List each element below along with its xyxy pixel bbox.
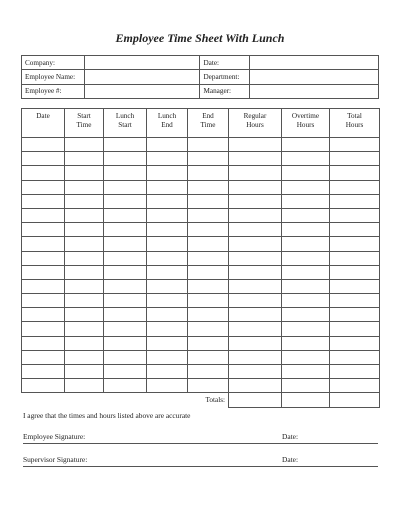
column-header bbox=[22, 109, 65, 138]
info-row-number bbox=[22, 84, 379, 98]
entry-cell[interactable] bbox=[330, 237, 380, 251]
entry-cell[interactable] bbox=[147, 336, 188, 350]
column-header-line1: End bbox=[202, 112, 214, 120]
employee-signature-line[interactable] bbox=[23, 432, 378, 444]
entry-cell[interactable] bbox=[188, 336, 229, 350]
department-label: Department: bbox=[200, 70, 250, 84]
entry-cell[interactable] bbox=[330, 336, 380, 350]
entry-cell[interactable] bbox=[22, 180, 65, 194]
entry-cell[interactable] bbox=[282, 138, 330, 152]
column-header-line1: Lunch bbox=[115, 112, 135, 120]
entry-cell[interactable] bbox=[330, 308, 380, 322]
employee-name-label: Employee Name: bbox=[22, 70, 85, 84]
entry-cell[interactable] bbox=[282, 208, 330, 222]
table-row bbox=[22, 350, 380, 364]
table-row bbox=[22, 223, 380, 237]
entry-cell[interactable] bbox=[22, 379, 65, 393]
entry-cell[interactable] bbox=[22, 194, 65, 208]
entry-cell[interactable] bbox=[104, 379, 147, 393]
column-header-line2: Hours bbox=[296, 121, 315, 129]
entry-cell[interactable] bbox=[104, 279, 147, 293]
entry-cell[interactable] bbox=[282, 279, 330, 293]
totals-row bbox=[22, 393, 380, 407]
table-row bbox=[22, 251, 380, 265]
employee-info-table bbox=[21, 55, 379, 99]
entry-cell[interactable] bbox=[22, 322, 65, 336]
column-header bbox=[282, 109, 330, 138]
entry-cell[interactable] bbox=[330, 138, 380, 152]
entry-cell[interactable] bbox=[330, 166, 380, 180]
info-row-employee bbox=[22, 70, 379, 84]
supervisor-date-label: Date: bbox=[282, 455, 299, 464]
entry-cell[interactable] bbox=[147, 365, 188, 379]
entry-cell[interactable] bbox=[282, 308, 330, 322]
entry-cell[interactable] bbox=[188, 166, 229, 180]
entry-cell[interactable] bbox=[104, 208, 147, 222]
entry-cell[interactable] bbox=[330, 379, 380, 393]
entry-cell[interactable] bbox=[229, 223, 282, 237]
entry-cell[interactable] bbox=[282, 350, 330, 364]
entry-cell[interactable] bbox=[147, 308, 188, 322]
date-label: Date: bbox=[200, 56, 250, 70]
table-row bbox=[22, 336, 380, 350]
entry-cell[interactable] bbox=[229, 180, 282, 194]
entry-cell[interactable] bbox=[65, 322, 104, 336]
entry-cell[interactable] bbox=[104, 194, 147, 208]
entry-cell[interactable] bbox=[22, 237, 65, 251]
info-row-company bbox=[22, 56, 379, 70]
manager-label: Manager: bbox=[200, 84, 250, 98]
entry-cell[interactable] bbox=[229, 379, 282, 393]
entry-cell[interactable] bbox=[282, 294, 330, 308]
column-header bbox=[229, 109, 282, 138]
entry-cell[interactable] bbox=[104, 180, 147, 194]
entry-cell[interactable] bbox=[22, 166, 65, 180]
entry-cell[interactable] bbox=[65, 152, 104, 166]
entry-cell[interactable] bbox=[330, 279, 380, 293]
entry-cell[interactable] bbox=[330, 194, 380, 208]
entry-cell[interactable] bbox=[147, 294, 188, 308]
entry-cell[interactable] bbox=[22, 365, 65, 379]
entry-cell[interactable] bbox=[65, 350, 104, 364]
column-header bbox=[330, 109, 380, 138]
entry-cell[interactable] bbox=[188, 194, 229, 208]
entry-cell[interactable] bbox=[229, 138, 282, 152]
entry-cell[interactable] bbox=[104, 138, 147, 152]
entry-cell[interactable] bbox=[65, 294, 104, 308]
entry-cell[interactable] bbox=[65, 223, 104, 237]
entry-cell[interactable] bbox=[104, 223, 147, 237]
employee-number-label: Employee #: bbox=[22, 84, 85, 98]
entry-cell[interactable] bbox=[22, 308, 65, 322]
entry-cell[interactable] bbox=[229, 350, 282, 364]
column-header bbox=[104, 109, 147, 138]
header-row bbox=[22, 109, 380, 138]
totals-label: Totals: bbox=[205, 396, 225, 405]
entry-cell[interactable] bbox=[282, 152, 330, 166]
table-row bbox=[22, 152, 380, 166]
entry-cell[interactable] bbox=[229, 166, 282, 180]
entry-cell[interactable] bbox=[282, 251, 330, 265]
table-row bbox=[22, 180, 380, 194]
entry-cell[interactable] bbox=[188, 237, 229, 251]
employee-number-field[interactable] bbox=[84, 84, 200, 98]
entry-cell[interactable] bbox=[188, 294, 229, 308]
table-row bbox=[22, 279, 380, 293]
entry-cell[interactable] bbox=[147, 208, 188, 222]
entry-cell[interactable] bbox=[282, 166, 330, 180]
table-row bbox=[22, 379, 380, 393]
table-row bbox=[22, 322, 380, 336]
entry-cell[interactable] bbox=[282, 322, 330, 336]
entry-cell[interactable] bbox=[330, 265, 380, 279]
entry-cell[interactable] bbox=[147, 166, 188, 180]
column-header-line1: Date bbox=[36, 112, 50, 120]
entry-cell[interactable] bbox=[188, 208, 229, 222]
entry-cell[interactable] bbox=[104, 251, 147, 265]
agreement-text: I agree that the times and hours listed above are accurate bbox=[23, 411, 191, 420]
entry-cell[interactable] bbox=[282, 180, 330, 194]
employee-signature-label: Employee Signature: bbox=[23, 432, 86, 441]
entry-cell[interactable] bbox=[65, 279, 104, 293]
entry-cell[interactable] bbox=[229, 194, 282, 208]
entry-cell[interactable] bbox=[147, 223, 188, 237]
table-row bbox=[22, 194, 380, 208]
totals-cell[interactable] bbox=[229, 393, 282, 407]
column-header-line1: Total bbox=[347, 112, 362, 120]
entry-cell[interactable] bbox=[282, 265, 330, 279]
entry-cell[interactable] bbox=[22, 223, 65, 237]
entry-cell[interactable] bbox=[330, 208, 380, 222]
entry-cell[interactable] bbox=[229, 336, 282, 350]
entry-cell[interactable] bbox=[22, 251, 65, 265]
column-header-line1: Start bbox=[77, 112, 91, 120]
entry-cell[interactable] bbox=[104, 308, 147, 322]
entry-cell[interactable] bbox=[229, 152, 282, 166]
column-header-line2: Hours bbox=[246, 121, 264, 129]
table-row bbox=[22, 237, 380, 251]
column-header-line2: End bbox=[161, 121, 173, 129]
table-row bbox=[22, 308, 380, 322]
entry-cell[interactable] bbox=[65, 308, 104, 322]
entry-cell[interactable] bbox=[229, 322, 282, 336]
entry-cell[interactable] bbox=[188, 379, 229, 393]
column-header bbox=[147, 109, 188, 138]
column-header-line1: Lunch bbox=[157, 112, 177, 120]
table-row bbox=[22, 365, 380, 379]
entry-cell[interactable] bbox=[147, 279, 188, 293]
entry-cell[interactable] bbox=[330, 180, 380, 194]
entry-cell[interactable] bbox=[188, 180, 229, 194]
entry-cell[interactable] bbox=[147, 265, 188, 279]
entry-cell[interactable] bbox=[330, 365, 380, 379]
entry-cell[interactable] bbox=[282, 223, 330, 237]
entry-cell[interactable] bbox=[147, 322, 188, 336]
entry-cell[interactable] bbox=[104, 152, 147, 166]
entry-cell[interactable] bbox=[65, 265, 104, 279]
entry-cell[interactable] bbox=[147, 379, 188, 393]
column-header-line2: Hours bbox=[345, 121, 364, 129]
entry-cell[interactable] bbox=[22, 138, 65, 152]
entry-cell[interactable] bbox=[65, 180, 104, 194]
totals-cell[interactable] bbox=[330, 393, 380, 407]
entry-cell[interactable] bbox=[188, 365, 229, 379]
entry-cell[interactable] bbox=[229, 208, 282, 222]
entry-cell[interactable] bbox=[282, 237, 330, 251]
employee-date-label: Date: bbox=[282, 432, 299, 441]
entry-cell[interactable] bbox=[229, 237, 282, 251]
entry-cell[interactable] bbox=[104, 166, 147, 180]
entry-cell[interactable] bbox=[282, 336, 330, 350]
entry-cell[interactable] bbox=[282, 365, 330, 379]
company-field[interactable] bbox=[84, 56, 200, 70]
entry-cell[interactable] bbox=[229, 251, 282, 265]
entry-cell[interactable] bbox=[229, 294, 282, 308]
entry-cell[interactable] bbox=[188, 350, 229, 364]
entry-cell[interactable] bbox=[22, 265, 65, 279]
entry-cell[interactable] bbox=[330, 251, 380, 265]
time-sheet-table bbox=[21, 108, 380, 408]
entry-cell[interactable] bbox=[330, 223, 380, 237]
entry-cell[interactable] bbox=[147, 194, 188, 208]
entry-cell[interactable] bbox=[104, 237, 147, 251]
entry-cell[interactable] bbox=[147, 251, 188, 265]
entry-cell[interactable] bbox=[282, 194, 330, 208]
entry-cell[interactable] bbox=[330, 322, 380, 336]
entry-cell[interactable] bbox=[147, 350, 188, 364]
entry-cell[interactable] bbox=[147, 180, 188, 194]
entry-cell[interactable] bbox=[188, 138, 229, 152]
entry-cell[interactable] bbox=[65, 138, 104, 152]
totals-cell[interactable] bbox=[282, 393, 330, 407]
entry-cell[interactable] bbox=[188, 152, 229, 166]
entry-cell[interactable] bbox=[104, 294, 147, 308]
date-field[interactable] bbox=[250, 56, 379, 70]
table-row bbox=[22, 138, 380, 152]
entry-cell[interactable] bbox=[330, 294, 380, 308]
entry-cell[interactable] bbox=[147, 237, 188, 251]
supervisor-signature-label: Supervisor Signature: bbox=[23, 455, 88, 464]
entry-cell[interactable] bbox=[229, 365, 282, 379]
entry-cell[interactable] bbox=[22, 208, 65, 222]
entry-cell[interactable] bbox=[22, 336, 65, 350]
entry-cell[interactable] bbox=[330, 152, 380, 166]
entry-cell[interactable] bbox=[22, 294, 65, 308]
company-label: Company: bbox=[22, 56, 85, 70]
column-header-line1: Overtime bbox=[291, 112, 320, 120]
entry-cell[interactable] bbox=[147, 152, 188, 166]
table-row bbox=[22, 166, 380, 180]
table-row bbox=[22, 294, 380, 308]
entry-cell[interactable] bbox=[104, 265, 147, 279]
entry-cell[interactable] bbox=[188, 265, 229, 279]
employee-name-field[interactable] bbox=[84, 70, 200, 84]
column-header bbox=[188, 109, 229, 138]
column-header bbox=[65, 109, 104, 138]
entry-cell[interactable] bbox=[188, 279, 229, 293]
entry-cell[interactable] bbox=[65, 251, 104, 265]
supervisor-signature-line[interactable] bbox=[23, 455, 378, 467]
entry-cell[interactable] bbox=[65, 208, 104, 222]
entry-cell[interactable] bbox=[22, 152, 65, 166]
entry-cell[interactable] bbox=[65, 336, 104, 350]
entry-cell[interactable] bbox=[229, 265, 282, 279]
manager-field[interactable] bbox=[250, 84, 379, 98]
entry-cell[interactable] bbox=[65, 365, 104, 379]
entry-cell[interactable] bbox=[147, 138, 188, 152]
table-row bbox=[22, 265, 380, 279]
entry-cell[interactable] bbox=[229, 279, 282, 293]
entry-cell[interactable] bbox=[22, 279, 65, 293]
column-header-line2: Start bbox=[118, 121, 132, 129]
entry-cell[interactable] bbox=[282, 379, 330, 393]
entry-cell[interactable] bbox=[330, 350, 380, 364]
entry-cell[interactable] bbox=[188, 322, 229, 336]
entry-cell[interactable] bbox=[104, 322, 147, 336]
entry-cell[interactable] bbox=[229, 308, 282, 322]
entry-cell[interactable] bbox=[22, 350, 65, 364]
department-field[interactable] bbox=[250, 70, 379, 84]
entry-cell[interactable] bbox=[104, 365, 147, 379]
column-header-line2: Time bbox=[76, 121, 92, 129]
column-header-line2: Time bbox=[200, 121, 216, 129]
column-header-line1: Regular bbox=[243, 112, 267, 120]
entry-cell[interactable] bbox=[104, 336, 147, 350]
entry-cell[interactable] bbox=[65, 194, 104, 208]
entry-cell[interactable] bbox=[65, 237, 104, 251]
table-row bbox=[22, 208, 380, 222]
entry-cell[interactable] bbox=[65, 166, 104, 180]
entry-cell[interactable] bbox=[188, 223, 229, 237]
entry-cell[interactable] bbox=[104, 350, 147, 364]
entry-cell[interactable] bbox=[188, 251, 229, 265]
page-title: Employee Time Sheet With Lunch bbox=[115, 31, 285, 45]
entry-cell[interactable] bbox=[65, 379, 104, 393]
entry-cell[interactable] bbox=[188, 308, 229, 322]
